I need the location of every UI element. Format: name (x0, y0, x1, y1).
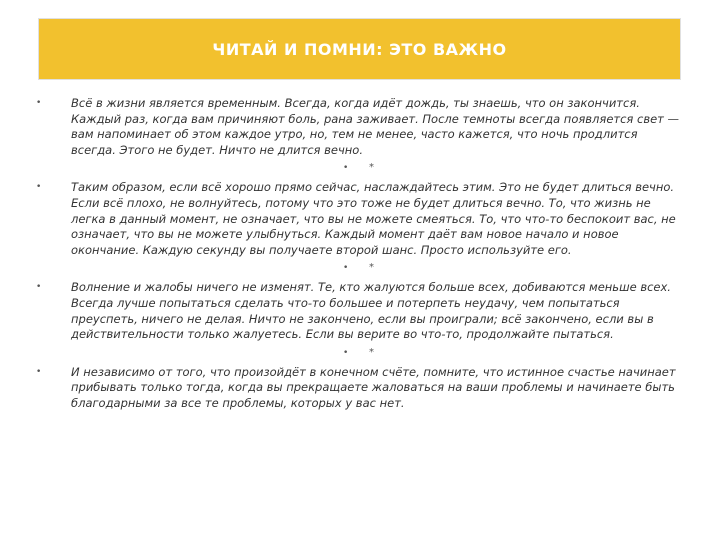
paragraph-text: И независимо от того, что произойдёт в конечном счёте, помните, что истинное счастье начинает прибывать только тогда, когда вы прекращаете жаловаться на ваши проблемы и начинаете быть благодарными за все те проблемы, которых у вас нет. (71, 364, 676, 410)
separator (36, 158, 686, 180)
separator (36, 258, 686, 280)
paragraph-text: Всё в жизни является временным. Всегда, когда идёт дождь, ты знаешь, что он закончится. Каждый раз, когда вам причиняют боль, рана заживает. После темноты всегда появляется свет — вам напоминает об этом каждое утро, но, тем не менее, часто кажется, что ночь продлится всегда. Этого не будет. Ничто не длится вечно. (71, 96, 680, 157)
bullet-icon: • (36, 98, 42, 108)
bullet-icon: • (36, 182, 42, 193)
paragraph-text: Таким образом, если всё хорошо прямо сейчас, наслаждайтесь этим. Это не будет длиться вечно. Если всё плохо, не волнуйтесь, потому что это тоже не будет длиться вечно. То, что жизнь не легка в данный момент, не означает, что вы не можете смеяться. То, что что-то беспокоит вас, не означает, что вы не можете улыбнуться. Каждый момент даёт вам новое начало и новое окончание. Каждую секунду вы получаете второй шанс. Просто используйте его. (71, 180, 676, 257)
list-item (36, 280, 686, 342)
paragraph-text: Волнение и жалобы ничего не изменят. Те, кто жалуются больше всех, добиваются меньше всех. Всегда лучше попытаться сделать что-то большее и потерпеть неудачу, чем попытаться преуспеть, ничего не делая. Ничто не закончено, если вы проиграли; всё закончено, если вы в действительности только жалуетесь. Если вы верите во что-то, продолжайте пытаться. (71, 280, 671, 342)
list-item (36, 365, 686, 412)
separator-star: * (369, 346, 374, 358)
list-item (36, 180, 686, 258)
page-title: ЧИТАЙ И ПОМНИ: ЭТО ВАЖНО (212, 39, 507, 59)
bullet-icon: • (36, 282, 42, 293)
separator-dot: • (343, 163, 349, 174)
bullet-icon: • (36, 366, 42, 377)
title-banner (38, 18, 681, 80)
separator-star: * (369, 162, 374, 174)
separator-dot: • (343, 347, 349, 358)
separator-star: * (369, 262, 374, 274)
content-list (36, 96, 686, 412)
list-item (36, 96, 686, 158)
separator-dot: • (343, 263, 349, 274)
separator (36, 343, 686, 365)
